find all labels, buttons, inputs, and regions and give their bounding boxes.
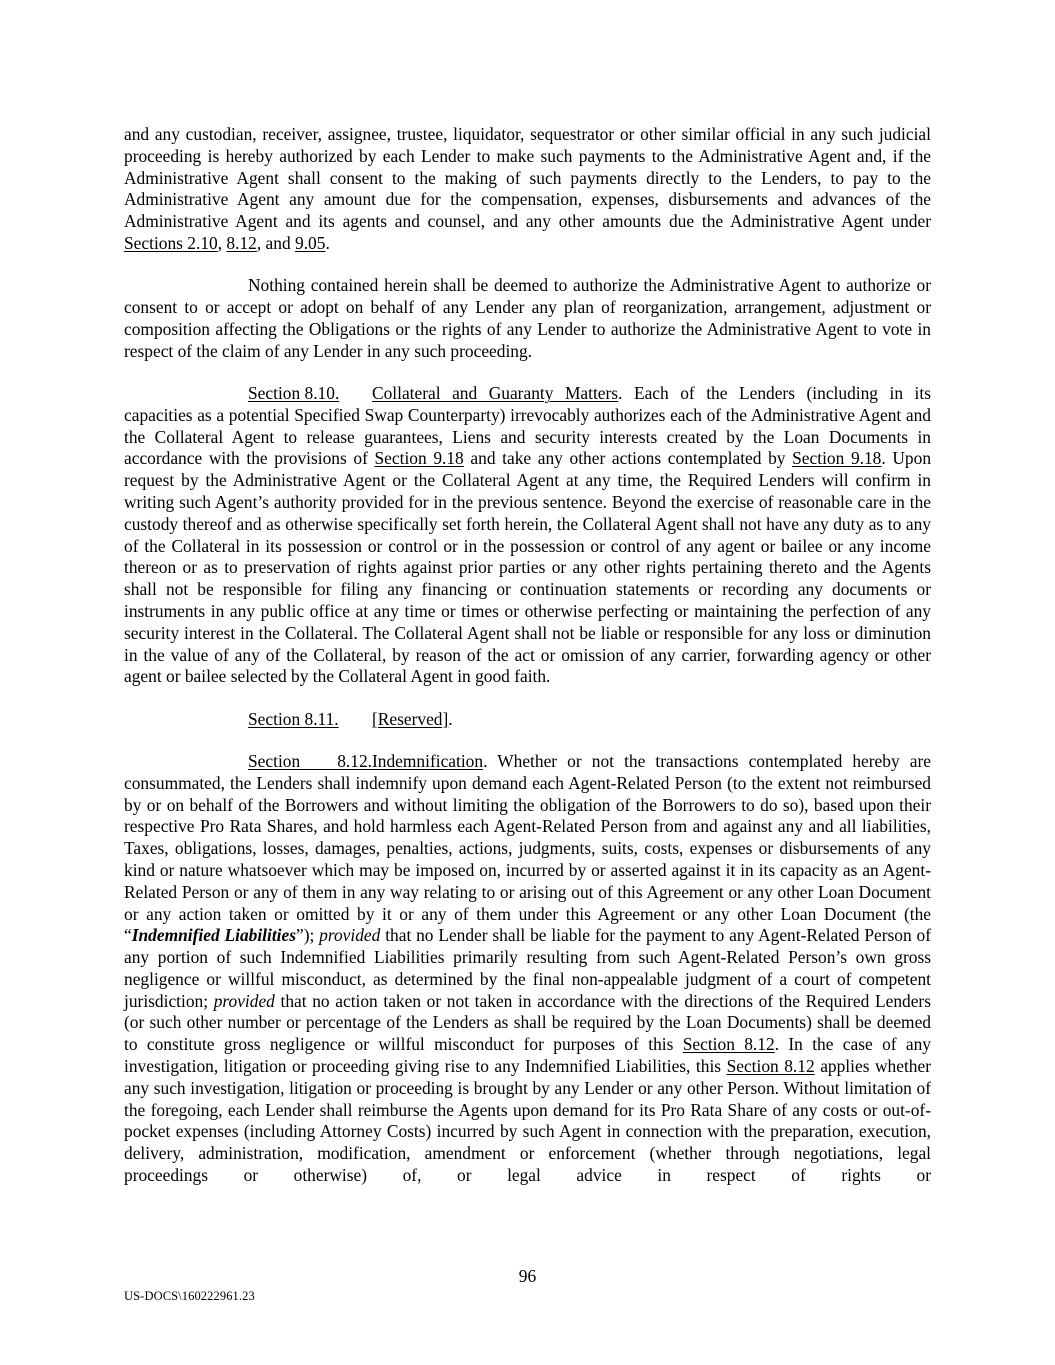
proviso-term: provided (319, 925, 381, 946)
paragraph-text: Nothing contained herein shall be deemed to authorize the Administrative Agent to authorize or consent to or accept or adopt on behalf of any Lender any plan of reorganization, arrangement, adjustment or composition affecting the Obligations or the rights of any Lender to authorize the Administrative Agent to vote in respect of the claim of any Lender in any such proceeding. (124, 275, 931, 361)
section-number: Section 8.11. (248, 708, 339, 729)
section-8-11: Section 8.11. [Reserved]. (248, 708, 453, 729)
section-heading: [Reserved] (372, 708, 449, 729)
cross-reference: Section 8.12 (726, 1056, 815, 1077)
cross-reference: Section 8.12 (682, 1034, 775, 1055)
paragraph-text: Each of the Lenders (including in its capacities as a potential Specified Swap Counterparty) irrevocably authorizes each of the Administrative Agent and the Collateral Agent to release guarantees, Liens and security interests created by the Loan Documents in accordance with the provisions of (124, 382, 931, 469)
page-body (124, 124, 931, 1187)
section-number: Section 8.12. (248, 750, 372, 771)
section-8-10: Section 8.10. Collateral and Guaranty Matters. Each of the Lenders (including in its capacities as a potential Specified Swap Counterparty) irrevocably authorizes each of the Administrative Agent and the Collateral Agent to release guarantees, Liens and security interests created by the Loan Documents in accordance with the provisions of Section 9.18 and take any other actions contemplated by Section 9.18. Upon request by the Administrative Agent or the Collateral Agent at any time, the Required Lenders will confirm in writing such Agent’s authority provided for in the previous sentence. Beyond the exercise of reasonable care in the custody thereof and as otherwise specifically set forth herein, the Collateral Agent shall not have any duty as to any of the Collateral in its possession or control or in the possession or control of any agent or bailee or any income thereon or as to preservation of rights against prior parties or any other rights pertaining thereto and the Agents shall not be responsible for filing any financing or continuation statements or recording any documents or instruments in any public office at any time or times or otherwise perfecting or maintaining the perfection of any security interest in the Collateral. The Collateral Agent shall not be liable or responsible for any loss or diminution in the value of any of the Collateral, by reason of the act or omission of any carrier, forwarding agency or other agent or bailee selected by the Collateral Agent in good faith. (124, 382, 932, 687)
cross-reference: Section 9.18 (374, 448, 464, 469)
defined-term: Indemnified Liabilities (131, 925, 296, 946)
proviso-term: provided (213, 990, 275, 1011)
paragraph-text: Whether or not the transactions contemplated hereby are consummated, the Lenders shall indemnify upon demand each Agent-Related Person (to the extent not reimbursed by or on behalf of the Borrowers and without limiting the obligation of the Borrowers to do so), based upon their respective Pro Rata Shares, and hold harmless each Agent-Related Person from and against any and all liabilities, Taxes, obligations, losses, damages, penalties, actions, judgments, suits, costs, expenses or disbursements of any kind or nature whatsoever which may be imposed on, incurred by or asserted against it in its capacity as an Agent-Related Person or any of them in any way relating to or arising out of this Agreement or any other Loan Document or any action taken or omitted by it or any of them under this Agreement or any other Loan Document (the “ (124, 750, 931, 946)
section-heading: Indemnification (372, 750, 484, 771)
cross-reference: Sections 2.10 (124, 232, 218, 253)
cross-reference: 8.12 (226, 232, 257, 253)
paragraph-no-authorization (124, 275, 931, 362)
section-8-12: Section 8.12.Indemnification. Whether or not the transactions contemplated hereby are consummated, the Lenders shall indemnify upon demand each Agent-Related Person (to the extent not reimbursed by or on behalf of the Borrowers and without limiting the obligation of the Borrowers to do so), based upon their respective Pro Rata Shares, and hold harmless each Agent-Related Person from and against any and all liabilities, Taxes, obligations, losses, damages, penalties, actions, judgments, suits, costs, expenses or disbursements of any kind or nature whatsoever which may be imposed on, incurred by or asserted against it in its capacity as an Agent-Related Person or any of them in any way relating to or arising out of this Agreement or any other Loan Document or any action taken or omitted by it or any of them under this Agreement or any other Loan Document (the “Indemnified Liabilities”); provided that no Lender shall be liable for the payment to any Agent-Related Person of any portion of such Indemnified Liabilities primarily resulting from such Agent-Related Person’s own gross negligence or willful misconduct, as determined by the final non-appealable judgment of a court of competent jurisdiction; provided that no action taken or not taken in accordance with the directions of the Required Lenders (or such other number or percentage of the Lenders as shall be required by the Loan Documents) shall be deemed to constitute gross negligence or willful misconduct for purposes of this Section 8.12. In the case of any investigation, litigation or proceeding giving rise to any Indemnified Liabilities, this Section 8.12 applies whether any such investigation, litigation or proceeding is brought by any Lender or any other Person. Without limitation of the foregoing, each Lender shall reimburse the Agents upon demand for its Pro Rata Share of any costs or out-of-pocket expenses (including Attorney Costs) incurred by such Agent in connection with the preparation, execution, delivery, administration, modification, amendment or enforcement (whether through negotiations, legal proceedings or otherwise) of, or legal advice in respect of rights or (124, 750, 932, 1186)
paragraph-continuation: and any custodian, receiver, assignee, trustee, liquidator, sequestrator or other similar official in any such judicial proceeding is hereby authorized by each Lender to make such payments to the Administrative Agent and, if the Administrative Agent shall consent to the making of such payments directly to the Lenders, to pay to the Administrative Agent any amount due for the compensation, expenses, disbursements and advances of the Administrative Agent and its agents and counsel, and any other amounts due the Administrative Agent under Sections 2.10, 8.12, and 9.05. (124, 124, 931, 253)
document-id: US-DOCS\160222961.23 (124, 1289, 255, 1303)
page-number: 96 (518, 1266, 537, 1286)
section-number: Section 8.10. (248, 382, 340, 403)
section-heading: Collateral and Guaranty Matters (372, 382, 619, 403)
cross-reference: 9.05 (295, 232, 326, 253)
cross-reference: Section 9.18 (792, 448, 882, 469)
paragraph-text: and any custodian, receiver, assignee, trustee, liquidator, sequestrator or other similar official in any such judicial proceeding is hereby authorized by each Lender to make such payments to the Administrative Agent and, if the Administrative Agent shall consent to the making of such payments directly to the Lenders, to pay to the Administrative Agent any amount due for the compensation, expenses, disbursements and advances of the Administrative Agent and its agents and counsel, and any other amounts due the Administrative Agent under (124, 124, 931, 232)
